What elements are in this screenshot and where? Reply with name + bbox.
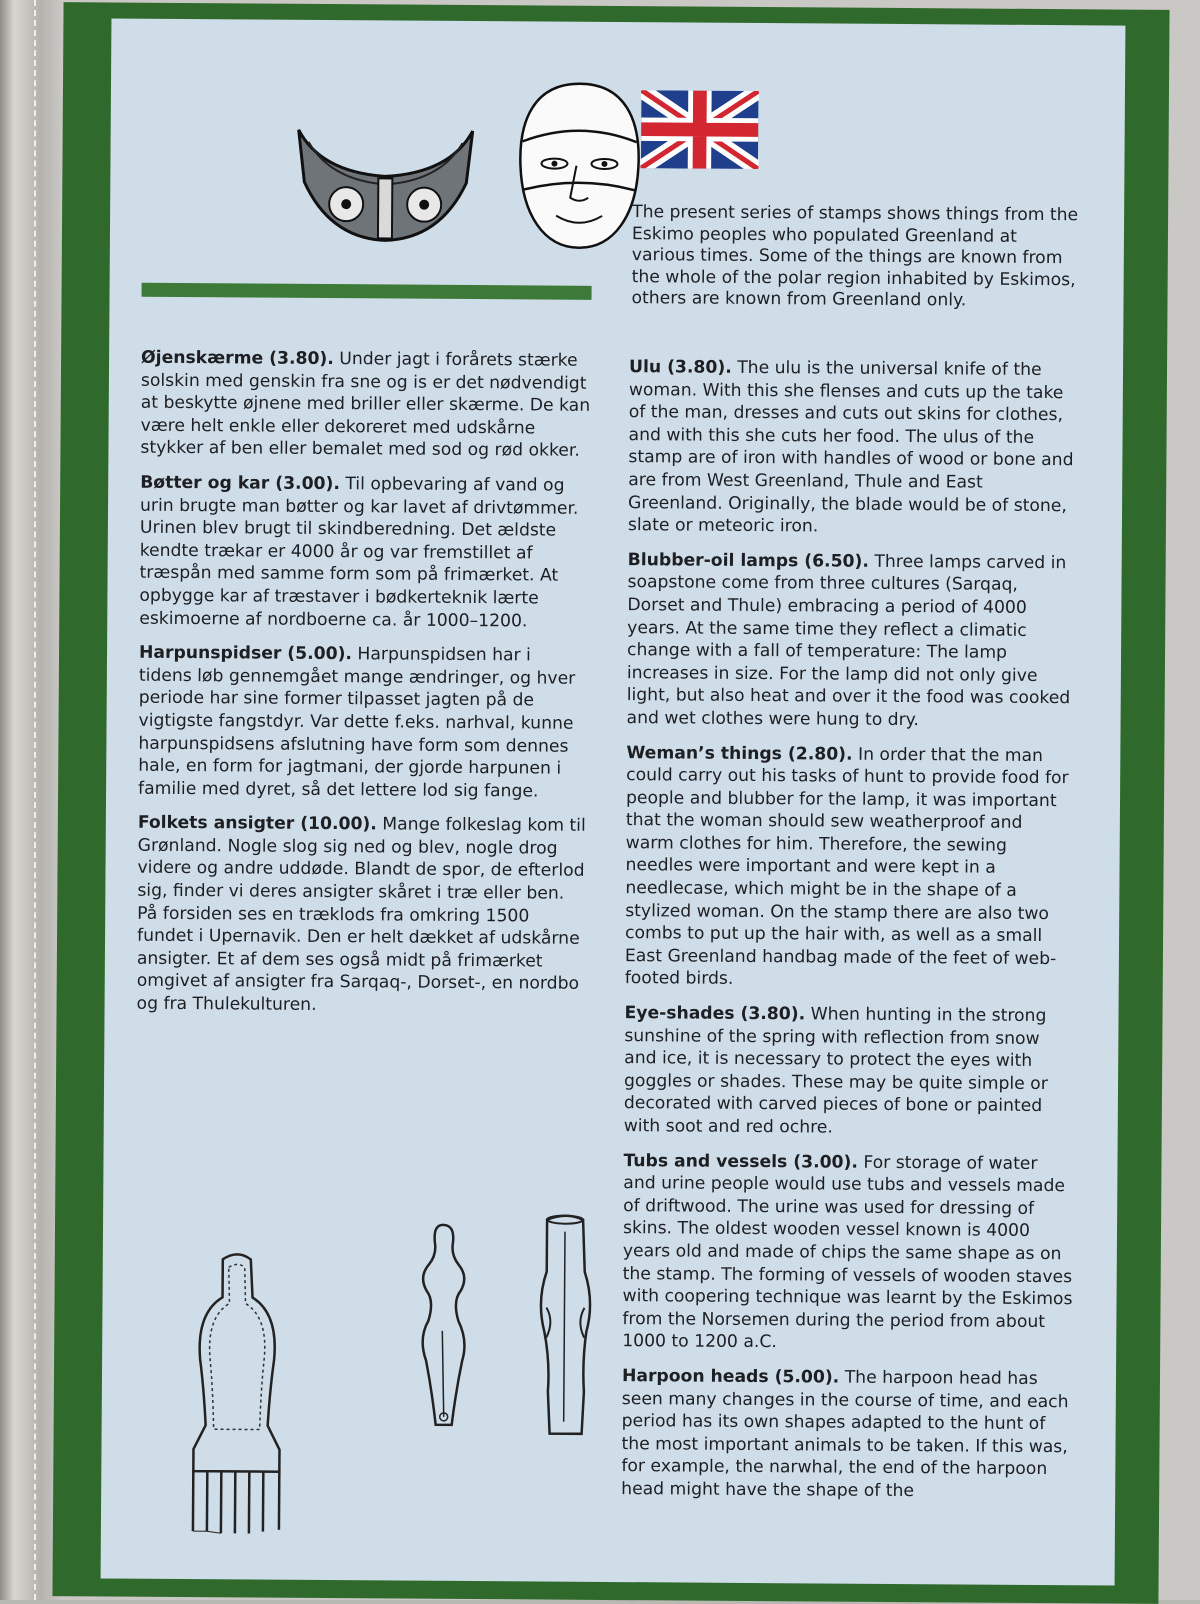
paragraph-text: Harpunspidsen har i tidens løb gennemgået mange ændringer, og hver periode har sine former tilpasset jagten på de vigtigste fangstdyr. Var dette f.eks. narhval, kunne harpunspidsens afslutning have form som dennes hale, en form for jagtmani, der gjorde harpunen i familie med dyret, så det lettere lod sig fange. — [138, 644, 576, 802]
green-frame — [52, 2, 1169, 1604]
danish-paragraph — [137, 812, 588, 1018]
paragraph-title: Blubber-oil lamps (6.50). — [627, 549, 870, 572]
english-paragraph — [625, 742, 1077, 994]
paragraph-text: Three lamps carved in soapstone come from three cultures (Sarqaq, Dorset and Thule) embracing a period of 4000 years. At the same time they reflect a climatic change with a fall of temperature: The lamp increases in size. For the lamp did not only give light, but also heat and over it the food was cooked and wet clothes were hung to dry. — [626, 551, 1071, 731]
english-column — [621, 356, 1079, 1516]
paragraph-title: Tubs and vessels (3.00). — [623, 1150, 859, 1173]
harpoon-head-illustration — [532, 1211, 604, 1441]
green-divider-bar — [142, 283, 592, 300]
english-paragraph — [622, 1150, 1073, 1356]
danish-column — [136, 347, 591, 1031]
paragraph-text: For storage of water and urine people would use tubs and vessels made of driftwood. The urine was used for dressing of skins. The oldest wooden vessel known is 4000 years old and made of chips the same shape as on the stamp. The forming of vessels of wooden staves with coopering technique was learnt by the Eskimos from the Norsemen during the period from about 1000 to 1200 a.C. — [622, 1152, 1073, 1353]
paragraph-title: Folkets ansigter (10.00). — [137, 812, 377, 835]
paragraph-text: Under jagt i forårets stærke solskin med genskin fra sne og is er det nødvendigt at beskytte øjnene med briller eller skærme. De kan være helt enkle eller dekoreret med udskårne stykker af ben eller bemalet med sod og rød okker. — [140, 349, 591, 462]
danish-paragraph — [138, 642, 589, 803]
paragraph-title: Eye-shades (3.80). — [624, 1003, 806, 1025]
paragraph-text: Til opbevaring af vand og urin brugte man bøtter og kar lavet af drivtømmer. Urinen blev brugt til skindberedning. Det ældste kendte trækar er 4000 år og var fremstillet af træspån med samme form som på frimærket. At opbygge kar af træstaver i bødkerteknik lærte eskimoerne af nordboerne ca. år 1000–1200. — [139, 474, 579, 631]
paragraph-text: In order that the man could carry out his tasks of hunt to provide food for people and blubber for the lamp, it was important that the woman should sew weatherproof and warm clothes for him. Therefore, the sewing needles were important and were kept in a needlecase, which might be in the shape of a stylized woman. On the stamp there are also two combs to put up the hair with, as well as a small East Greenland handbag made of the feet of web-footed birds. — [624, 744, 1069, 990]
paragraph-text: Mange folkeslag kom til Grønland. Nogle slog sig ned og blev, nogle drog videre og andre uddøde. Blandt de spor, de efterlod sig, finder vi deres ansigter skåret i træ eller ben. På forsiden ses en træklods fra omkring 1500 fundet i Upernavik. Den er helt dækket af udskårne ansigter. Et af dem ses også midt på frimærket omgivet af ansigter fra Sarqaq-, Dorset-, en nordbo og fra Thulekulturen. — [136, 814, 586, 1015]
english-paragraph — [628, 356, 1079, 540]
paragraph-title: Ulu (3.80). — [628, 357, 732, 378]
paragraph-title: Harpoon heads (5.00). — [621, 1366, 840, 1388]
union-jack-flag-icon — [640, 90, 759, 169]
carved-face-illustration — [514, 79, 645, 252]
comb-illustration — [181, 1249, 293, 1540]
english-paragraph — [627, 549, 1078, 733]
paragraph-text: The harpoon head has seen many changes in the course of time, and each period has its own shapes adapted to the hunt of the most important animals to be taken. If this was, for example, the narwhal, the end of the harpoon head might have the shape of the — [621, 1367, 1069, 1502]
paragraph-title: Weman’s things (2.80). — [626, 742, 853, 765]
sleeve-stitching — [34, 0, 36, 1600]
paragraph-text: The ulu is the universal knife of the woman. With this she flenses and cuts up the take of the man, dresses and cuts out skins for clothes, and with this she cuts her food. The ulus of the stamp are of iron with handles of wood or bone and are from West Greenland, Thule and East Greenland. Originally, the blade would be of stone, slate or meteoric iron. — [627, 357, 1074, 537]
english-paragraph — [624, 1002, 1075, 1141]
paragraph-text: When hunting in the strong sunshine of the spring with reflection from snow and ice, it is necessary to protect the eyes with goggles or shades. These may be quite simple or decorated with carved pieces of bone or painted with soot and red ochre. — [623, 1004, 1048, 1138]
paragraph-title: Øjenskærme (3.80). — [141, 347, 334, 370]
paragraph-title: Harpunspidser (5.00). — [138, 642, 353, 665]
paragraph-title: Bøtter og kar (3.00). — [140, 472, 340, 495]
needlecase-illustration — [408, 1221, 479, 1431]
info-card — [101, 18, 1126, 1585]
danish-paragraph — [140, 347, 591, 463]
english-paragraph — [621, 1365, 1072, 1504]
danish-paragraph — [139, 472, 590, 633]
eye-shade-illustration — [290, 120, 481, 246]
intro-paragraph: The present series of stamps shows things from the Eskimo peoples who populated Greenland at various times. Some of the things are known from the whole of the polar region inhabited by Eskimos, others are known from Greenland only. — [631, 202, 1079, 311]
